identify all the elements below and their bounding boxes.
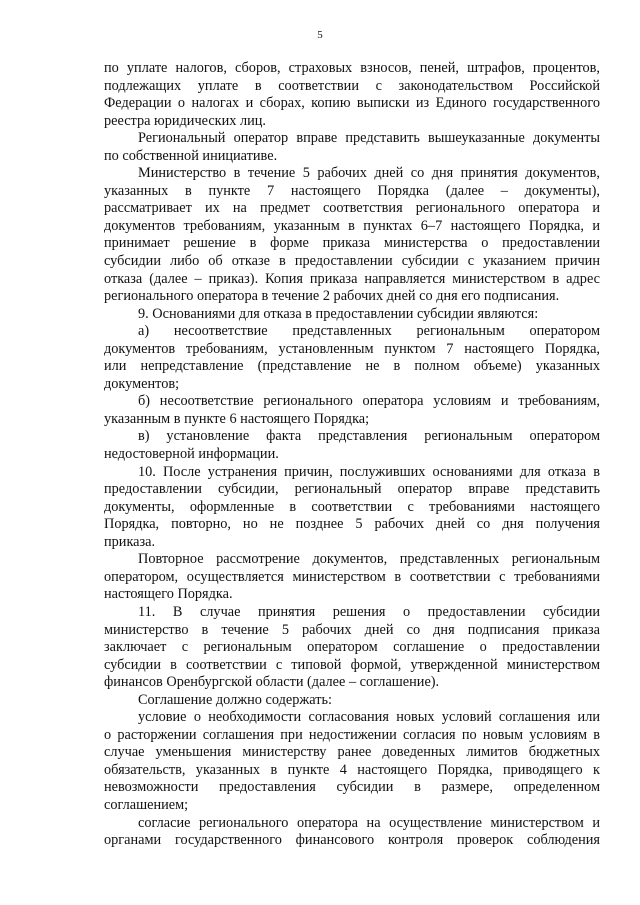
text-line: 10. После устранения причин, послуживших основаниями для отказа в [138, 463, 600, 480]
page-number: 5 [317, 29, 323, 41]
text-line: Порядка, повторно, но не позднее 5 рабочих дней со дня получения [104, 516, 600, 533]
text-line: министерство в течение 5 рабочих дней со дня подписания приказа [104, 621, 600, 638]
text-line: реестра юридических лиц. [104, 112, 267, 129]
text-line: предоставлении субсидии, региональный оператор вправе представить [104, 481, 600, 498]
text-line: 11. В случае принятия решения о предоставлении субсидии [138, 603, 600, 620]
text-line: Региональный оператор вправе представить вышеуказанные документы [138, 130, 600, 147]
text-line: Соглашение должно содержать: [138, 691, 332, 708]
text-line: б) несоответствие регионального оператора условиям и требованиям, [138, 393, 600, 410]
text-line: недостоверной информации. [104, 446, 279, 463]
text-line: документов требованиям, указанным в пунктах 6–7 настоящего Порядка, и [104, 217, 600, 234]
text-line: в) установление факта представления региональным оператором [138, 428, 600, 445]
text-line: условие о необходимости согласования новых условий соглашения или [138, 709, 600, 726]
text-line: приказа. [104, 533, 156, 550]
text-line: документов; [104, 375, 180, 392]
text-line: отказа (далее – приказ). Копия приказа направляется министерством в адрес [104, 270, 600, 287]
document-body [104, 60, 600, 850]
text-line: органами государственного финансового контроля проверок соблюдения [104, 832, 600, 849]
text-line: заключает с региональным оператором соглашение о предоставлении [104, 639, 600, 656]
text-line: документов требованиям, установленным пунктом 7 настоящего Порядка, [104, 340, 600, 357]
text-line: случае уменьшения министерству ранее доведенных лимитов бюджетных [104, 744, 600, 761]
text-line: соглашением; [104, 796, 189, 813]
text-line: по собственной инициативе. [104, 147, 278, 164]
text-line: согласие регионального оператора на осуществление министерством и [138, 814, 600, 831]
text-line: подлежащих уплате в соответствии с законодательством Российской [104, 77, 600, 94]
text-line: финансов Оренбургской области (далее – соглашение). [104, 674, 440, 691]
text-line: или непредставление (представление не в полном объеме) указанных [104, 358, 600, 375]
text-line: принимает решение в форме приказа министерства о предоставлении [104, 235, 600, 252]
text-line: регионального оператора в течение 2 рабочих дней со дня его подписания. [104, 288, 560, 305]
text-line: документы, оформленные в соответствии с требованиями настоящего [104, 498, 600, 515]
text-line: Министерство в течение 5 рабочих дней со дня принятия документов, [138, 165, 600, 182]
text-line: о расторжении соглашения при недостижении согласия по новым условиям в [104, 726, 600, 743]
text-line: рассматривает их на предмет соответствия регионального оператора и [104, 200, 600, 217]
text-line: а) несоответствие представленных региональным оператором [138, 323, 600, 340]
text-line: по уплате налогов, сборов, страховых взносов, пеней, штрафов, процентов, [104, 60, 600, 76]
text-line: невозможности предоставления субсидии в размере, определенном [104, 779, 600, 796]
text-line: Повторное рассмотрение документов, представленных региональным [138, 551, 600, 568]
text-line: субсидии либо об отказе в предоставлении субсидии с указанием причин [104, 253, 600, 270]
text-line: оператором, осуществляется министерством в соответствии с требованиями [104, 568, 600, 585]
text-line: настоящего Порядка. [104, 586, 233, 603]
text-line: указанным в пункте 6 настоящего Порядка; [104, 410, 370, 427]
text-line: Федерации о налогах и сборах, копию выписки из Единого государственного [104, 95, 600, 112]
text-line: 9. Основаниями для отказа в предоставлении субсидии являются: [138, 305, 539, 322]
text-line: указанных в пункте 7 настоящего Порядка (далее – документы), [104, 182, 600, 199]
text-line: субсидии в соответствии с типовой формой, утвержденной министерством [104, 656, 600, 673]
text-line: обязательств, указанных в пункте 4 настоящего Порядка, приводящего к [104, 761, 600, 778]
